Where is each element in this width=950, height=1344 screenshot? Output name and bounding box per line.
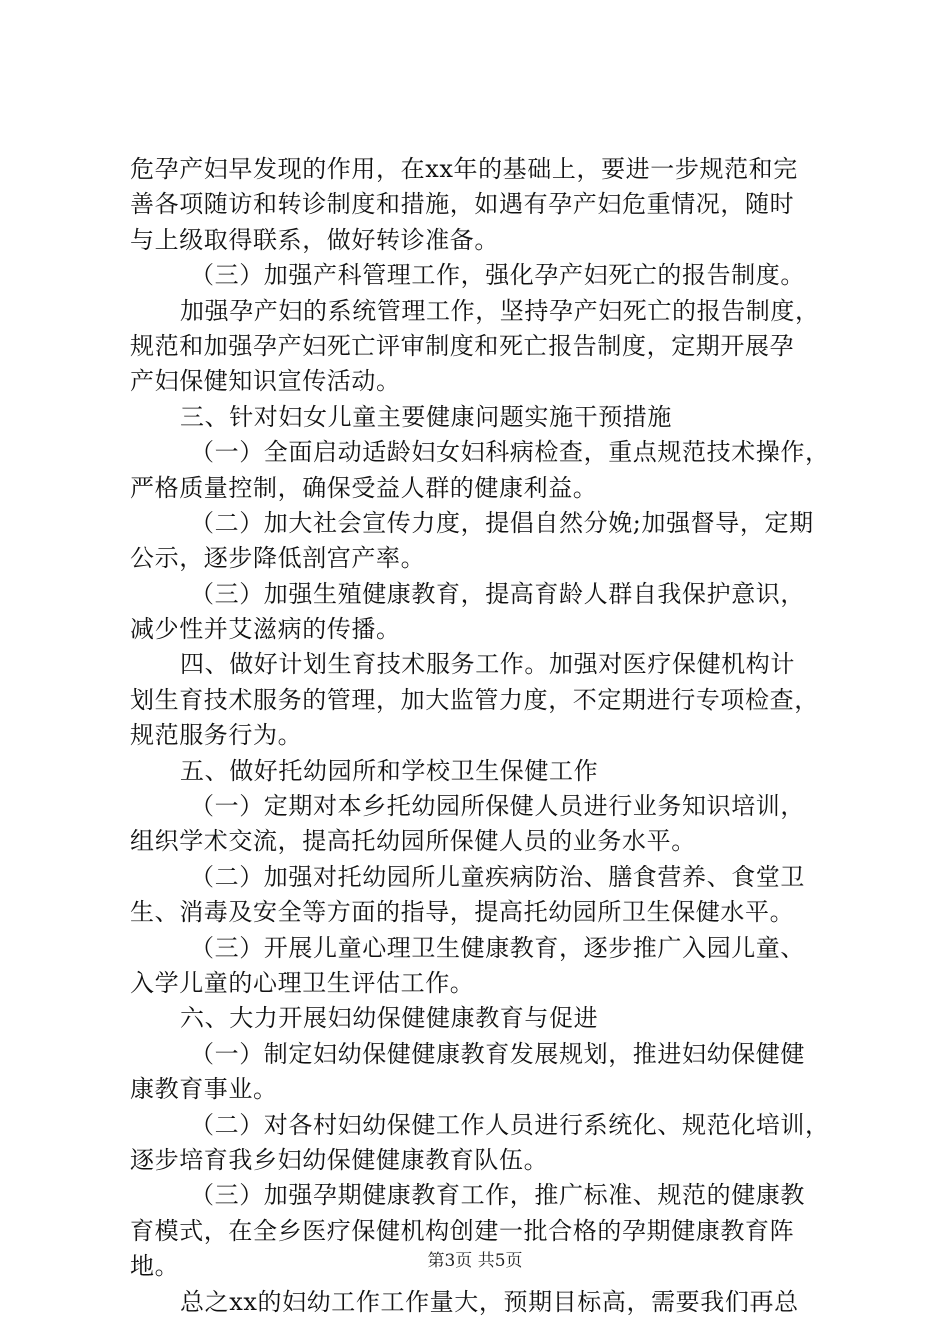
text-line: 减少性并艾滋病的传播。 bbox=[130, 615, 401, 644]
text-line: （一）定期对本乡托幼园所保健人员进行业务知识培训， bbox=[190, 792, 805, 821]
text-line: 公示，逐步降低剖宫产率。 bbox=[130, 544, 426, 573]
text-line: （二）加大社会宣传力度，提倡自然分娩;加强督导，定期 bbox=[190, 508, 814, 537]
text-line: （三）加强生殖健康教育，提高育龄人群自我保护意识， bbox=[190, 579, 805, 608]
text-line: 六、大力开展妇幼保健健康教育与促进 bbox=[180, 1004, 599, 1033]
text-line: （三）加强孕期健康教育工作，推广标准、规范的健康教 bbox=[190, 1181, 805, 1210]
text-line: 加强孕产妇的系统管理工作，坚持孕产妇死亡的报告制度， bbox=[180, 296, 820, 325]
text-line: 规范和加强孕产妇死亡评审制度和死亡报告制度，定期开展孕 bbox=[130, 331, 795, 360]
text-line: 四、做好计划生育技术服务工作。加强对医疗保健机构计 bbox=[180, 650, 795, 679]
text-line: （一）全面启动适龄妇女妇科病检查，重点规范技术操作， bbox=[190, 438, 830, 467]
text-line: （三）加强产科管理工作，强化孕产妇死亡的报告制度。 bbox=[190, 261, 805, 290]
text-line: 划生育技术服务的管理，加大监管力度，不定期进行专项检查， bbox=[130, 685, 819, 714]
text-line: 地。 bbox=[130, 1252, 180, 1281]
document-body bbox=[130, 152, 840, 1320]
text-line: 产妇保健知识宣传活动。 bbox=[130, 367, 401, 396]
page-number-label: 第3页 共5页 bbox=[427, 1251, 523, 1271]
text-line: 善各项随访和转诊制度和措施，如遇有孕产妇危重情况，随时 bbox=[130, 190, 795, 219]
text-line: （二）对各村妇幼保健工作人员进行系统化、规范化培训， bbox=[190, 1110, 830, 1139]
text-line: 严格质量控制，确保受益人群的健康利益。 bbox=[130, 473, 598, 502]
text-line: （二）加强对托幼园所儿童疾病防治、膳食营养、食堂卫 bbox=[190, 862, 805, 891]
text-line: 五、做好托幼园所和学校卫生保健工作 bbox=[180, 756, 599, 785]
text-line: 逐步培育我乡妇幼保健健康教育队伍。 bbox=[130, 1145, 549, 1174]
text-line: 育模式，在全乡医疗保健机构创建一批合格的孕期健康教育阵 bbox=[130, 1216, 795, 1245]
text-line: 康教育事业。 bbox=[130, 1075, 278, 1104]
text-line: 危孕产妇早发现的作用，在xx年的基础上，要进一步规范和完 bbox=[130, 155, 798, 183]
text-line: （三）开展儿童心理卫生健康教育，逐步推广入园儿童、 bbox=[190, 933, 805, 962]
text-line: 组织学术交流，提高托幼园所保健人员的业务水平。 bbox=[130, 827, 696, 856]
text-line: （一）制定妇幼保健健康教育发展规划，推进妇幼保健健 bbox=[190, 1039, 805, 1068]
text-line: 规范服务行为。 bbox=[130, 721, 303, 750]
page-footer bbox=[0, 1246, 950, 1271]
text-line: 生、消毒及安全等方面的指导，提高托幼园所卫生保健水平。 bbox=[130, 898, 795, 927]
text-line: 与上级取得联系，做好转诊准备。 bbox=[130, 225, 499, 254]
text-line: 入学儿童的心理卫生评估工作。 bbox=[130, 968, 475, 997]
text-line: 总之xx的妇幼工作工作量大，预期目标高，需要我们再总 bbox=[180, 1287, 799, 1316]
text-line: 三、针对妇女儿童主要健康问题实施干预措施 bbox=[180, 402, 672, 431]
